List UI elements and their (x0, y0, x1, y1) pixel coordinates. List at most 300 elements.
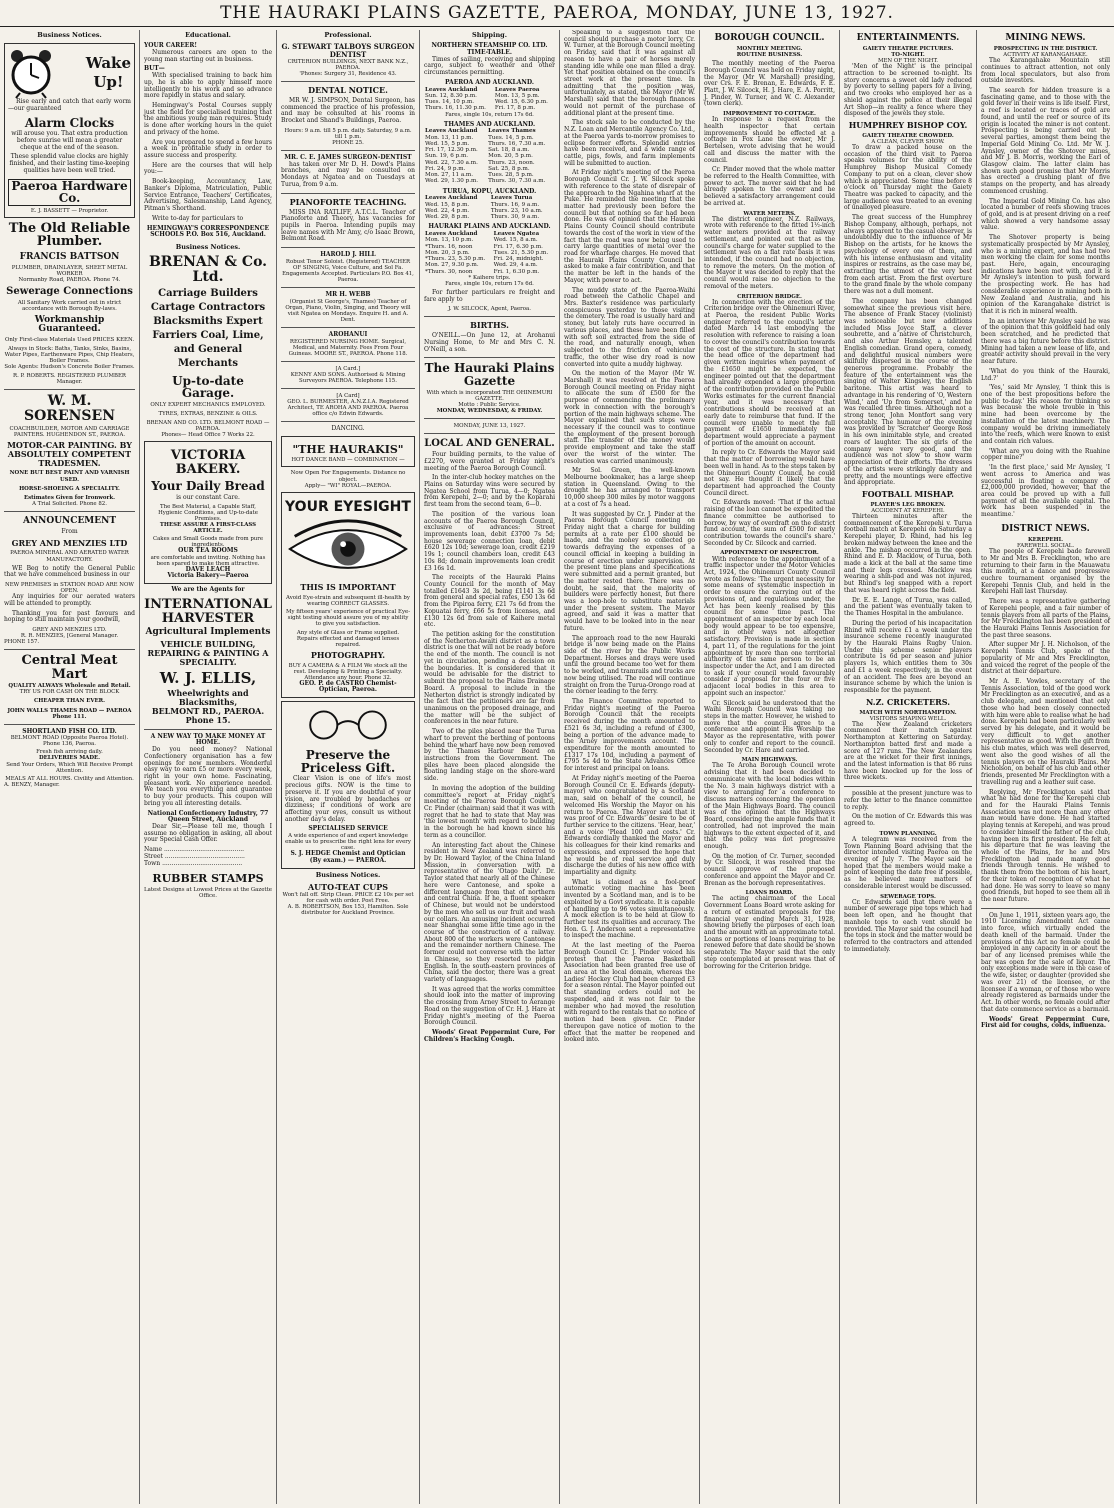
ad-text: HEMINGWAY'S CORRESPONDENCE SCHOOLS P.O. Box 516, Auckland. (146, 224, 270, 239)
column-business-notices (0, 30, 140, 1504)
table-row (424, 178, 555, 184)
ad-text: Send Your Orders, Which Will Receive Prompt Attention. (6, 761, 133, 774)
table-header-cell: Leaves Auckland (425, 231, 478, 238)
section-header: Business Notices. (315, 870, 381, 879)
ad-text: S. J. HEDGE Chemist and Optician (By exam.) — PAEROA. (290, 850, 406, 864)
ad-text: From (61, 527, 78, 535)
ad-text: Robust Tenor Soloist. (Registered) TEACHER OF SINGING, Voice Culture, and Sol Fa. Engagements Accepted. Particulars P.O. Box 41, Paeroa. (282, 258, 414, 284)
ad-text: A Trial Solicited. Phone 82. (32, 500, 107, 507)
ad-text: VEHICLE BUILDING, REPAIRING & PAINTING A SPECIALITY. (147, 639, 269, 668)
sailing-table (424, 128, 555, 184)
table-cell: Thurs. 30, 7.30 a.m. (488, 178, 546, 185)
ad-heading: MOTOR-CAR PAINTING. BY ABSOLUTELY COMPETENT TRADESMEN. (7, 439, 132, 468)
coupon-street-field[interactable]: Street .......................................... (144, 852, 245, 860)
news-paragraph: The New Zealand cricketers commenced their match against Northampton at Kettering on Saturday. Northampton batted first and made a score of 127 runs. The New Zealanders are at the wicket for their first innings, and the latest information is that 86 runs have been knocked up for the loss of three wickets. (844, 720, 972, 782)
news-paragraph: Mr A. E. Vowles, secretary of the Tennis Association, told of the good work Mr Frecklington as an executive, and as a club delegate, and mentioned that only those who had been closely connected with him were able to realise what he had done. Kerepehi had been particularly well served by his delegate, and it would be very difficult to get another representative as good. With the gift from his club mates, which was well deserved, went also the good wishes of all the tennis players on the Hauraki Plains. Mr Nicholson, on behalf of his club and other friends, presented Mr Frecklington with a travelling rug and a leather suit case. (981, 678, 1110, 786)
subheading: TOWN PLANNING. (879, 830, 937, 837)
subheading: IMPROVEMENT TO COTTAGE. (723, 111, 816, 118)
ad-text: Repairs effected and damaged lenses repaired. (296, 635, 400, 648)
news-paragraph: The Finance Committee reported to Friday night's meeting of the Paeroa Borough Council that the receipts received during the month amounted to £521 6s 3d, including a refund of £300, being a portion of the advance made to the Arney improvements account. The expenditure for the month amounted to £1317 17s 10d, including a payment of £795 5s 4d to the State Advances Office for interest and principal on loans. (564, 698, 695, 773)
subheading: PROSPECTING IN THE DISTRICT. (993, 46, 1098, 53)
news-paragraph: A telegram was received from the Town Planning Board advising that the director intended visiting Paeroa on the evening of July 7. The Mayor said he hoped that the members would make a point of keeping the date free if possible, as he believed many matters of considerable interest would be discussed. (844, 835, 972, 890)
section-heading: HUMPHREY BISHOP COY. (848, 119, 968, 130)
table-cell: Fri. 17, 6.30 p.m. (493, 243, 543, 250)
ad-heading: PIANOFORTE TEACHING. (289, 196, 407, 207)
subheading: VISITORS SHAPING WELL. (869, 715, 947, 722)
news-paragraph: An interesting fact about the Chinese resident in New Zealand was referred to by Dr. Howard Taylor, of the China Inland Mission, in conversation with a representative of the 'Otago Daily'. Dr. Taylor stated that nearly all of the Chinese here were Cantonese, and spoke a different language from that of northern and central China. If he, a fluent speaker of Chinese, but would not be understood by the men who sell us our fruit and wash our collars. An amusing incident occurred near Shanghai some little time ago in the course of the construction of a railway. About 800 of the workers were Cantonese and the remainder northern Chinese. The former could not converse with the latter in Chinese, so they resorted to pidgin English. In the south-eastern provinces of China, said the doctor, there was a great variety of languages. (424, 841, 555, 983)
news-paragraph: Mr Sol. Green, the well-known Melbourne bookmaker, has a large sheep station in Queensland. Owing to the drought he has arranged to transport 10,000 sheep 300 miles by motor waggons at a cost of 7s a head. (564, 467, 695, 508)
masthead: THE HAURAKI PLAINS GAZETTE, PAEROA, MONDAY, JUNE 13, 1927. (0, 0, 1114, 27)
subheading: ACCIDENT AT KEREPEHI. (871, 507, 945, 514)
section-heading: MINING NEWS. (1005, 33, 1086, 43)
news-paragraph: Speaking to a suggestion that the council should purchase a motor lorry, Cr. W. Turner, at the Borough Council meeting on Friday, said that it was against all reason to have a pair of horses merely standing idle while one man filled a dray. Yet that position obtained on the council's street work at the present time. In admitting that the position was, unfortunately, as stated, the Mayor (Mr W. Marshall) said that the borough finances would not permit of the purchase of additional plant at the present time. (564, 30, 695, 117)
ad-text: National Confectionery Industry, 77 Queen Street, Auckland (147, 809, 269, 824)
section-heading: FOOTBALL MISHAP. (861, 488, 955, 499)
ad-heading: YOUR CAREER! (144, 42, 198, 50)
ad-text: KENNY AND SONS. Authorised & Mining Surveyors PAEROA. Telephone 115. (290, 371, 406, 384)
news-paragraph: The Shotover property is being systematically prospected by Mr Aynsley, who is a mining expert, and has had two men working the claim for some months past. Here, again, encouraging indications have been met with, and it is Mr Aynsley's intention to push forward the prospecting work. He has had considerable experience in mining both in New Zealand and Australia, and his opinion of the Karangahake district is that it is rich in mineral wealth. (981, 234, 1110, 316)
table-cell: Fri. 24, 9 p.m. (425, 165, 466, 172)
news-paragraph: In response to a request from the health inspector that certain improvements should be effected at a cottage in Fox Lane the owner, Mr J. Bertelsen, wrote advising that he would call and discuss the matter with the council. (704, 116, 835, 164)
ad-text: E. J. BASSETT — Proprietor. (30, 207, 109, 214)
news-paragraph: In moving the adoption of the building committee's report at Friday night's meeting of the Paeroa Borough Council, Cr. Pinder (chairman) said that it was with regret that he had to state that May was 'the lowest month' with regard to building in the borough he had known since his term as a councillor. (424, 784, 555, 839)
ad-text: Normanby Road, PAEROA. Phone 74. (18, 277, 121, 284)
ad-heading: Sewerage Connections (6, 286, 133, 298)
ad-text: Here are the courses that will help you:— (144, 161, 272, 176)
fares-text: Fares, single 10s, return 17s 6d. (445, 280, 534, 287)
subheading: GAIETY THEATRE CROWDED. (862, 132, 954, 139)
ad-text: A. B. ROBERTSON, Box 153, Hamilton. Sole distributor for Auckland Province. (287, 904, 409, 917)
table-cell: Tues. 21, 5.30 p.m. (493, 249, 549, 256)
news-paragraph: There was a representative gathering of Kerepehi people, and a fair number of tennis players from all parts of the Plains, for Mr Frecklington has been president of the Hauraki Plains Tennis Association for the past three seasons. (981, 598, 1110, 639)
ad-text: REGISTERED NURSING HOME. Surgical, Medical, and Maternity. Fees From Four Guineas. MOORE ST., PAEROA. Phone 118. (288, 338, 408, 357)
table-cell: Sat. 25, 8 p.m. (488, 165, 530, 172)
ad-heading: MR H. WEBB (325, 291, 371, 299)
news-paragraph: The Imperial Gold Mining Co. has also located a number of reefs showing traces of gold, and is at present driving on a reef which showed a very handsome assay value. (981, 197, 1110, 232)
news-paragraph: Cr. Pinder moved that the whole matter be referred to the Health Committee, with power to act. The mover said that he had already spoken to the owner and he believed a satisfactory arrangement could be arrived at. (704, 166, 835, 207)
ad-text: HORSE-SHOEING A SPECIALITY. (19, 485, 120, 492)
subheading: GAIETY THEATRE PICTURES. (862, 46, 954, 53)
news-paragraph: The monthly meeting of the Paeroa Borough Council was held on Friday night, the Mayor (Mr W. Marshall) presiding, over Crs. F. E. Brenan, E. Edwards, F. E. Platt, J. W. Silcock, H. J. Hare, E. A. Porritt, J. Pinder, W. Turner, and W. C. Alexander (town clerk). (704, 60, 835, 108)
ad-text: OUR TEA ROOMS (178, 546, 238, 554)
ad-text: These splendid value clocks are highly finished, and their lasting time-keeping qualities have been well tried. (9, 153, 130, 174)
ad-text: GEO. L. BURMESTER, A.N.Z.I.A. Registered Architect, TE AROHA AND PAEROA. Paeroa office c/o Edwin Edwards. (287, 399, 409, 418)
subheading: TO-NIGHT. (891, 52, 925, 59)
ad-text: Apply— "WI" ROYAL—PAEROA. (304, 482, 392, 489)
table-cell: Mon. 13, 5 p.m. (494, 92, 540, 99)
table-cell: *Thurs. 30, noon (425, 268, 473, 275)
table-cell: Sat. 18, 8 a.m. (488, 147, 530, 154)
ad-heading: HAROLD J. HILL (320, 251, 376, 259)
ad-text: For further particulars re freight and fare apply to (424, 288, 555, 303)
subheading: CRITERION BRIDGE. (737, 293, 802, 300)
ad-heading: Up-to-date Garage. (172, 373, 244, 401)
table-cell: Sun. 12, 8.30 p.m. (425, 92, 477, 99)
news-paragraph: Replying, Mr Frecklington said that what he had done for the Kerepehi club and for the Hauraki Plains Tennis Association was not more than any other man would have done. He had started playing tennis at Kerepehi, and was proud to consider himself the father of the club, having been its first president. He felt at his departure that he was leaving the whole of the Plains, for he and Mrs Frecklington had made many good friends through tennis. He wished to thank them from the bottom of his heart, for their token of recognition of what he had done. He was sorry to leave so many good friends, but hoped to see them all in the near future. (981, 788, 1110, 903)
ad-text: Sole Agents: Hudson's Concrete Boiler Frames. (4, 364, 135, 370)
spectacles-icon (285, 705, 411, 745)
ad-text: PAEROA MINERAL AND AERATED WATER MANUFACTORY. (10, 550, 129, 563)
ad-text: MONDAY, WEDNESDAY, & FRIDAY. (436, 407, 543, 414)
column-entertainments (840, 30, 977, 1504)
table-header-cell: Leaves Paeroa (494, 86, 540, 93)
subheading: ACTIVITY AT KARANGAHAKE. (1003, 52, 1088, 59)
ad-text: Book-keeping, Accountancy, Law, Banker's Diploma, Matriculation, Public Service Entrance, Teachers' Certificates, Advertising, Salesmanship, Land Agency, Pitman's Shorthand. (144, 178, 272, 213)
ad-text: Agricultural Implements (145, 627, 271, 638)
ad-text: BUY A CAMERA & A FILM We stock all the rest. Developing & Printing a Specialty. Attendance any hour. Phone 32. (288, 662, 408, 681)
ad-text: With specialised training to back him up, he is able to apply himself more intelligently to his work and so advance more rapidly in status and salary. (144, 72, 272, 100)
news-paragraph: At Friday night's meeting of the Paeroa Borough Council Cr. E. Edwards (deputy-mayor) who congratulated by a Scotland man, said on behalf of the council, he welcomed His Worship the Mayor on his return to Paeroa. The Mayor said that it was proof of Cr. Edwards' desire to be of further service to the citizens. 'Hear, hear,' and a voice 'Plead 100 and costs.' Cr. Edwards cordially thanked the Mayor and his colleagues for their kind remarks and expressions, and expressed the hope that he would be of real service and duly discharge the duties of his new office with impartiality and dignity. (564, 774, 695, 876)
ad-text: MR W. J. SIMPSON, Dental Surgeon, has commenced the practice of his profession, and may be consulted at his rooms in Brocket and Shand's Buildings, Paeroa. (281, 97, 415, 125)
news-paragraph: The great success of the Humphrey Bishop Company, although, perhaps, not always apparent to the casual observer, is undoubtedly due to the influence of Mr Bishop on the artists, for he knows the psychology of every one of them, and with his intense enthusiasm and vitality inspires or restrains, as the case may be, extracting the utmost of the very best from each artist. From the first overture to the grand finale by the whole company there was not a dull moment. (844, 214, 972, 296)
table-cell: Sun. 19, 6 p.m. (425, 153, 469, 160)
ad-heading: "THE HAURAKIS" (292, 442, 404, 456)
ad-heading: W. M. SORENSEN (24, 393, 115, 424)
eye-icon (285, 518, 411, 580)
subheading: MAIN HIGHWAYS. (741, 757, 798, 764)
ad-text: BELMONT RD., PAEROA. Phone 15. (151, 705, 265, 725)
table-cell: Wed. 15, 8 a.m. (493, 237, 538, 244)
paper-nameplate: The Hauraki Plains Gazette (424, 361, 555, 389)
news-paragraph: The position of the various loan accounts of the Paeroa Borough Council, exclusive of advances: Street improvements loan, debit £3700 7s 5d; house sewerage connection loan, debit £620 12s 10d; sewerage loan, credit £219 19s 1; council chambers loan, credit £43 10s 8d; domain improvements loan credit £3 16s 1d. (424, 510, 555, 572)
table-cell: *Thurs. 16, noon (425, 243, 473, 250)
ad-text: Do you need money? National Confectionery organisation has a few openings for new members. Wonderful easy way to earn £5 or more every week, right in your own home. Fascinating, pleasant work. No experience needed. We teach you everything and guarantee to buy your products. This coupon will bring you all interesting details. (144, 746, 272, 807)
section-header: Professional. (324, 31, 372, 39)
table-cell: Mon. 20, 5 p.m. (488, 153, 533, 160)
news-paragraph: On June 1, 1911, sixteen years ago, the 1910 Licensing Amendment Act came into force, which virtually ended the death knell of the barmaid. Under the provisions of this Act no female could be employed in any capacity in or about the bar of any licensed premises while the bar was open for the sale of liquor. The only exceptions made were in the case of the wife, sister, or daughter (provided she was over 21) of the licensee, or the licensee if a woman, or of those who were already registered as barmaids under the Act. In other words, no female could after that date commence service as a barmaid. (981, 911, 1110, 1013)
news-paragraph: Cr. Edwards said that there were a number of sewerage pipe tops which had been left open, and he thought that manhole tops to each vent should be provided. The Mayor said the council had the tops in stock and the matter would be referred to the contractors and attended to immediately. (844, 898, 972, 953)
ad-heading: RUBBER STAMPS (152, 872, 264, 886)
ad-heading: PHOTOGRAPHY. (310, 649, 386, 660)
column-shipping (420, 30, 560, 1504)
ad-text: are comfortable and inviting. Nothing has been spared to make them attractive. (150, 554, 266, 567)
table-cell: Mon. 13, 10 p.m. (425, 237, 474, 244)
news-paragraph: The district engineer, N.Z. Railways, wrote with reference to the fitted 1½-inch water meters provided at the railway settlement, and pointed out that as the council's charge for water supplied to the settlement was on a flat rate basis it was intended, if the council had no objection, to remove the meters. On the motion of the Mayor it was decided to reply that the council would raise no objection to the removal of the meters. (704, 215, 835, 290)
table-cell: Mon. 20, 3 p.m. (425, 249, 470, 256)
route-heading: HAURAKI PLAINS AND AUCKLAND. (428, 223, 551, 231)
eyesight-ad (281, 492, 415, 699)
table-cell: Fri. 17, 12.30 p.m. (425, 147, 478, 154)
news-paragraph: Cr. Silcock said he understood that the Waihi Borough Council was taking no steps in the matter. However, he wished to move that the council agree to a conference and appoint His Worship the Mayor as the representative, with power only to confer and report to the council. Seconded by Cr. Hare and carried. (704, 699, 835, 754)
table-cell: Wed. 29, 1.30 p.m. (425, 178, 479, 185)
news-paragraph: In reply to Cr. Edwards the Mayor said that the matter of borrowing would have been well in hand. As to the steps taken by the Ohinemuri County Council, he could not say. He thought it likely that the department had approached the County Council direct. (704, 449, 835, 497)
ad-heading: Paeroa Hardware Co. (8, 179, 131, 206)
table-cell: Wed. 15, 8 p.m. (425, 201, 470, 208)
ad-heading: G. STEWART TALBOYS SURGEON DENTIST (281, 42, 415, 60)
news-paragraph: Cr. Edwards moved: 'That if the actual raising of the loan cannot be expedited the finance committee be authorised to borrow, by way of overdraft on the district fund account, the sum of £500 for early contribution towards the council's share.' Seconded by Cr. Silcock and carried. (704, 499, 835, 547)
table-cell: Tues. 28, 5 p.m. (488, 172, 534, 179)
route-heading: TURUA, KOPU, AUCKLAND. (442, 187, 537, 195)
table-header-cell: Leaves Ngatea (493, 231, 540, 238)
news-paragraph: The company has been changed somewhat since the previous visit here. The absence of Frank Stacey (violinist) was noticeable but new additions included Miss Joyce Staff, a clever soubrette, and a native of Christchurch, and also Arthur Hemsley, a talented English comedian. Grand opera, comedy, and delightful musical numbers were skilfully dispersed in the course of the generous programme. Probably the feature of the entertainment was the singing of Walter Kingsley, the English baritone. This artist was heard to advantage in his rendering of 'O, Western Wind,' and 'Up from Somerset,' and he was recalled three times. Although not a strong tenor, John Montfort sang very acceptably. The humour of the evening was provided by 'Scratcher' George Ross in his own inimitable style, and created roars of laughter. The six girls of the company were very good, and the audience was not slow to show warm appreciation of their efforts. The dresses of the artists were strikingly dainty and pretty, and the mountings were effective and appropriate. (844, 297, 972, 487)
news-paragraph: After supper Mr J. H. Nicholson, of the Kerepehi Tennis Club, spoke of the popularity of Mr and Mrs Frecklington, and voiced the regret of the people of the district at their departure. (981, 641, 1110, 676)
ad-heading: SHORTLAND FISH CO. LTD. (22, 727, 117, 735)
ad-heading: AROHANUI (328, 330, 368, 338)
column-educational (140, 30, 277, 1504)
ad-heading: DANCING. (331, 425, 365, 433)
table-cell: Mon. 27, 11 a.m. (425, 172, 474, 179)
news-paragraph: At Friday night's meeting of the Paeroa Borough Council Cr. J. W. Silcock spoke with reference to the state of disrepair of the approach to the Ngahina wharf at the Puke. He reminded the meeting that the matter had previously been before the council but that nothing so far had been done. He was of opinion that the Hauraki Plains County Council should contribute towards the cost of the work in view of the fact that the road was now being used to carry large quantities of metal over the road for wharfage charges. He moved that the Hauraki Plains County Council be asked to make a fair contribution, and that the matter be left in the hands of the Mayor, with power to act. (564, 169, 695, 284)
ad-text: 'Phones: Surgery 31, Residence 43. (299, 71, 397, 78)
news-paragraph: The search for hidden treasure is a fascinating game, and to those with the gold fever in their veins is life itself. First, a reef is located or traces of gold are found, and until the reef or source of its origin is located the miner is not content. Prospecting is being carried out by several parties, amongst them being the Imperial Gold Mining Co. Ltd. Mr W. J. Aynsley, owner of the Shotover mines, and Mr J. B. Morris, working the Earl of Glasgow claim. The latter claim has shown such good promise that Mr Morris has erected a crushing plant of five stamps on the property, and has already commenced crushing. (981, 87, 1110, 195)
news-paragraph: To draw a packed house on the occasion of the third visit to Paeroa speaks volumes for the ability of the Humphrey Bishop Musical Comedy Company to put on a clean, clever show which is appreciated. Some time before 8 o'clock on Thursday night the Gaiety Theatre was packed to capacity, and the large audience was treated to an evening of unalloyed pleasure. (844, 144, 972, 212)
route-heading: THAMES AND AUCKLAND. (443, 120, 536, 128)
column-borough-council (700, 30, 840, 1504)
ad-heading: AUTO-TEAT CUPS (307, 881, 389, 892)
ad-text: * Kaihere trips. (468, 274, 511, 281)
ad-text: DELIVERIES MADE. (38, 755, 101, 762)
ad-text: TYRES, EXTRAS, BENZINE & OILS. (158, 410, 258, 417)
ad-heading: MR. C. E. JAMES SURGEON-DENTIST (284, 154, 412, 162)
news-paragraph: The receipts of the Hauraki Plains County Council for the month of May totalled £1643 3s 2d, being £1141 3s 6d from general and special rates, £50 13s 6d from the Pipiroa ferry, £21 7s 6d from the Kopuatai ferry, £66 5s from licenses, and £130 12s 6d from sale of Kaihere metal etc. (424, 574, 555, 629)
sailing-table (424, 231, 555, 275)
news-paragraph: In the inter-club hockey matches on the Plains on Saturday wins were secured by Ngatea School from Turua, 4—0; Ngatea from Kerepehi, 2—0; and by the Koparahi first team from the second team, 6—0. (424, 474, 555, 509)
ad-text: is our constant Care. (176, 493, 240, 501)
ad-text: J. W. SILCOCK, Agent, Paeroa. (448, 306, 531, 313)
ad-text: Write to-day for particulars to (152, 214, 244, 222)
table-cell: Mon. 27, 9.30 p.m. (425, 262, 479, 269)
table-header-cell: Leaves Turua (490, 195, 533, 202)
ad-text: GREY AND MENZIES LTD. (32, 626, 107, 633)
table-header-cell: Leaves Auckland (425, 86, 478, 93)
ad-text: CRITERION BUILDINGS, NEXT BANK N.Z., PAEROA. (287, 58, 409, 71)
table-cell: Wed. 15, 6.30 p.m. (494, 99, 548, 106)
ad-heading: INTERNATIONAL HARVESTER (144, 596, 272, 626)
ad-text: All Sanitary Work carried out in strict accordance with Borough By-laws. (17, 299, 122, 312)
ad-heading: Central Meat Mart (21, 653, 118, 682)
ad-heading: Your Daily Bread (151, 479, 265, 494)
ad-heading: FRANCIS BATTSON (19, 252, 120, 263)
news-paragraph: The people of Kerepehi bade farewell to Mr and Mrs B. Frecklington, who are returning to their farm in the Mauawatu this month, at a dance and progressive euchre tournament organised by the Kerepehi Tennis Club, and held in the Kerepehi Hall last Thursday. (981, 548, 1110, 596)
section-heading: N.Z. CRICKETERS. (865, 696, 950, 707)
ad-heading: NORTHERN STEAMSHIP CO. LTD. (431, 42, 548, 50)
coupon-name-field[interactable]: Name .......................................... (144, 846, 245, 854)
ad-text: CHEAPER THAN EVER. (33, 698, 106, 705)
news-paragraph: The stock sale to be conducted by the N.Z. Loan and Mercantile Agency Co. Ltd., at the Paeroa yards to-morrow promises to eclipse former efforts. Splendid entries have been received, and a wide range of cattle, pigs, fowls, and farm implements will be submitted to auction. (564, 119, 695, 167)
table-cell: Wed. 22, 4 p.m. (425, 207, 470, 214)
table-cell: Mon. 13, 11 p.m. (425, 134, 474, 141)
news-paragraph: Woods' Great Peppermint Cure, First aid for coughs, colds, influenza. (981, 1015, 1110, 1030)
ad-text: PHONE 157. (4, 639, 40, 646)
ad-heading: THIS IS IMPORTANT (300, 582, 396, 593)
ad-text: Numerous careers are open to the young man starting out in business. (144, 48, 272, 63)
table-cell: Fri. 1, 6.30 p.m. (493, 268, 540, 275)
ad-text: MISS INA RATLIFF, A.T.C.L. Teacher of Pianoforte and Theory, has vacancies for pupils in Paeroa. Intending pupils may leave names with Mr Amy, c/o Isaac Brown, Belmont Road. (281, 208, 415, 243)
news-paragraph: 'Yes,' said Mr Aynsley, 'I think this is one of the best propositions before the public to-day.' His reason for thinking so was because the whole trouble in this mine had been overcome by the installation of the latest machinery. The company would be driving immediately into the reefs, which were known to exist and contain rich values. (981, 384, 1110, 445)
news-paragraph: In connection with the erection of the Criterion bridge over the Ohinemuri River, at Paeroa, the resident Public Works engineer referred to the council's letter dated March 14 last embodying the resolution with reference to raising a loan to cover the council's contribution towards the cost of the structure. In stating that the head office of the department had given written inquiries when payment of the £1650 might be expected, the engineer pointed out that the department had already expended a large proportion of the contribution provided on the Public Works estimates for the current financial year, and it was necessary that contributions should be received at an early date to reimburse that fund. If the council were unable to meet the full payment of £1650 immediately the department would appreciate a payment of portion of the amount on account. (704, 298, 835, 447)
ad-heading: TIME-TABLE. (467, 48, 512, 56)
ad-heading: Workmanship Guaranteed. (34, 314, 105, 335)
column-local-news (560, 30, 700, 1504)
table-cell: Thurs. 16, 9 a.m. (490, 201, 540, 208)
ad-text: Rise early and catch that early worm—our guaranteed (8, 98, 131, 112)
news-paragraph: Thirteen minutes after the commencement of the Kerepehi v. Turua football match at Kerepehi on Saturday a Kerepehi player, D. Rhind, had his leg broken midway between the knee and the ankle. The mishap occurred in the open. Rhind and E. D. Macklow, of Turua, both made a kick at the ball at the same time and their legs crossed. Macklow was wearing a shin-pad and was not injured, but Rhind's leg snapped with a report that was heard right across the field. (844, 513, 972, 594)
ad-text: Fresh fish arriving daily. (36, 749, 103, 756)
ad-text: DAVE LEACH (185, 565, 231, 573)
victoria-bakery-ad (144, 441, 272, 584)
table-cell: Wed. 29, 4 a.m. (493, 262, 538, 269)
subheading: SEWERAGE TOPS. (880, 893, 936, 900)
ad-text: Motto : Public Service. (458, 401, 521, 408)
section-header: Business Notices. (175, 242, 241, 251)
news-paragraph: During the period of his incapacitation Rhind will receive £1 a week under the insurance scheme recently inaugurated by the Hauraki Plains Rugby Union. Under this scheme senior players contribute 1s 6d per season and junior players 1s, which entitles them to 30s and £1 a week respectively, in the event of an accident. The fees are beyond an insurance scheme by which the union is responsible for the payment. (844, 619, 972, 694)
table-cell: Thurs. 23, noon. (488, 159, 535, 166)
news-paragraph: In an interview Mr Aynsley said he was of the opinion that this goldfield had only been scratched, and he predicted that there was a big future before this district. Mining had taken a new lease of life, and greater activity should prevail in the very near future. (981, 317, 1110, 366)
news-paragraph: 'What are you doing with the Ruahine copper mine?' (981, 447, 1110, 462)
news-paragraph: possible at the present juncture was to refer the letter to the finance committee to reply. (844, 790, 972, 811)
section-header: Business Notices. (37, 31, 102, 39)
ad-text: TRY US FOR CASH ON THE BLOCK (19, 689, 120, 696)
ad-text: Any inquiries for our aerated waters will be attended to promptly. (4, 593, 135, 607)
table-cell: Thurs. 16, 11.30 p.m. (425, 105, 486, 112)
ad-text: NONE BUT BEST PAINT AND VARNISH USED. (9, 470, 130, 483)
table-header-cell: Leaves Auckland (425, 195, 478, 202)
ad-text: [A Card] (336, 392, 360, 399)
ad-text: Latest Designs at Lowest Prices at the Gazette Office. (144, 886, 272, 899)
subheading: MATCH WITH NORTHAMPTON. (859, 709, 957, 716)
sailing-table (424, 195, 555, 220)
ad-text: Clear Vision is one of life's most precious gifts. NOW is the time to preserve it. If you are doubtful of your vision, are troubled by headaches or dizziness; if conditions of work are affecting your eyes, consult us without another day's delay. (285, 775, 411, 823)
section-header: Shipping. (472, 31, 507, 39)
ad-text: Any style of Glass or Frame supplied. (296, 629, 400, 636)
news-paragraph: The petition asking for the constitution of the Netherton-Awaiti district as a town district is one that will not be ready before the end of the month. The council is not yet in circulation, pending a decision on the boundaries. It is considered that it would be advisable for the district to submit the proposal to the Plains Drainage Board. A proposal to include in the Netherton district is strongly indicated by the fact that the petitioners are far from unanimous on the proposed drainage, and the matter will be the subject of conferences in the near future. (424, 631, 555, 726)
ad-text: Now Open For Engagements. Distance no object. (290, 470, 406, 483)
news-paragraph: With reference to the appointment of a traffic inspector under the Motor Vehicles Act, 1924, the Ohinemuri County Council wrote as follows: 'The urgent necessity for some means of systematic inspection in order to ensure the carrying out of the provisions of, and regulations under, the Act has been keenly realised by this council for some time past. The appointment of an inspector by each local body would appear to be too expensive, and in other ways not altogether satisfactory. Provision is made in section 4, part 11, of the regulations for the joint appointment by more than one territorial authority of the same person to be an inspector under the Act, and I am directed to ask if your council would favourably consider a proposal for the four or five adjacent local bodies in this area to appoint such an inspector.' (704, 555, 835, 697)
news-paragraph: On the motion of the Mayor (Mr W. Marshall) it was resolved at the Paeroa Borough Council meeting on Friday night to allocate the sum of £500 for the purpose of commencing the preliminary work in connection with the borough's portion of the main highways scheme. The Mayor explained that such steps were necessary if the council was to continue the employment of the present borough staff. The transfer of the money would provide employment and take the staff over the worst of the winter. The resolution was carried unanimously. (564, 370, 695, 465)
ad-text: Thanking you for past favours and hoping to still maintain your goodwill, (4, 609, 135, 624)
table-cell: Fri. 17, 8 p.m. (494, 105, 536, 112)
ad-text: Victoria Bakery—Paeroa (167, 572, 249, 580)
news-paragraph: The acting chairman of the Local Government Loans Board wrote asking for a return of estimated proposals for the financial year ending March 31, 1928, showing briefly the purposes of each loan and the amount with an approximate total. Loans or portions of loans requiring to be renewed before that date should be shown separately. The Mayor said that the only step contemplated at present was that of borrowing for the Criterion bridge. (704, 895, 835, 970)
preserve-gift-ad (281, 701, 415, 869)
table-header-cell: Leaves Auckland (425, 128, 478, 135)
news-paragraph: Four building permits, to the value of £2270, were granted at Friday night's meeting of the Paeroa Borough Council. (424, 451, 555, 472)
sailing-table (424, 87, 555, 112)
news-paragraph: On the motion of Cr. Turner, seconded by Cr. Silcock, it was resolved that the council approve of the proposed conference and appoint the Mayor and Cr. Brenan as the borough representatives. (704, 852, 835, 887)
ad-text: We are the Agents for (171, 586, 245, 594)
ad-heading: VICTORIA BAKERY. (170, 448, 246, 477)
table-cell: Wed. 15, 5 p.m. (425, 140, 470, 147)
route-heading: PAEROA AND AUCKLAND. (444, 78, 534, 86)
news-paragraph: Woods' Great Peppermint Cure, For Children's Hacking Cough. (424, 1029, 555, 1043)
ad-heading: YOUR EYESIGHT (285, 498, 411, 515)
ad-text: Times of sailing, receiving and shipping cargo, subject to weather and other circumstances permitting. (424, 55, 555, 77)
ad-text: R. P. ROBERTS. REGISTERED PLUMBER Manager. (13, 373, 126, 386)
table-row (424, 214, 555, 220)
ad-text: SPECIALISED SERVICE (308, 825, 388, 833)
news-paragraph: 'Men of the Night' is the principal attraction to be screened to-night. Its story concerns a sweet old lady reduced by poverty to selling papers for a living, and two crooks who employed her as a shield against the police at their illegal Art Shop—in reality a fence where they disposed of the jewels they stole. (844, 63, 972, 118)
ad-text: Cakes and Small Goods made from pure ingredients. (152, 535, 264, 548)
subheading: MONTHLY MEETING. (736, 46, 803, 53)
subheading: KEREPEHI. (1027, 536, 1064, 543)
table-cell: Thurs. 16, 7.30 a.m. (488, 140, 546, 147)
ad-text: A wide experience of and expert knowledge enable us to prescribe the right lens for every case. (285, 833, 411, 852)
table-cell: Thurs. 23, 10 a.m. (490, 207, 543, 214)
news-paragraph: It was suggested by Cr. J. Pinder at the Paeroa Borough Council meeting on Friday night that a charge for building permits at a rate per £100 should be made, and the money so collected go towards defraying the expenses of a council official in keeping a building in course of erection under supervision. At the present time plans and specifications were submitted and a permit granted, but the matter rested there. There was no doubt, he said, that the majority of builders were perfectly honest, but there was a loop-hole to substitute materials under the present system. The Mayor agreed, and said it was a matter that would have to be looked into in the near future. (564, 510, 695, 632)
ad-text: COACHBUILDER, MOTOR AND CARRIAGE PAINTERS. HUGHENDON ST., PAEROA. (9, 425, 130, 438)
ad-text: Estimates Given for Ironwork. (24, 494, 115, 501)
news-paragraph: The Te Aroha Borough Council wrote advising that it had been decided to communicate with the local bodies within the No. 3 main highways district with a view to arranging for a conference to discuss matters concerning the operation of the Main Highways Board. The council was of the opinion that the Highways Board, considering the ample funds that it controlled, had not improved the main highways to the extent expected of it, and that the policy was not progressive enough. (704, 762, 835, 851)
ad-text: BUT— (144, 65, 165, 73)
news-paragraph: 'What do you think of the Hauraki, Ltd.?' (981, 367, 1110, 382)
ad-text: NEW PREMISES in STATION ROAD ARE NOW OPEN. (5, 581, 134, 595)
fares-text: Fares, single 10s, return 17s 6d. (445, 111, 534, 118)
up-text: Up! (93, 73, 124, 92)
coupon-town-field[interactable]: Town .......................................... (144, 859, 243, 867)
ad-text: QUALITY ALWAYS Wholesale and Retail. (8, 683, 131, 690)
subheading: MEN OF THE NIGHT. (877, 58, 939, 65)
ad-text: HOT DANCE BAND — COMBINATION — (291, 457, 405, 464)
ad-heading: Preserve the Priceless Gift. (300, 748, 396, 775)
news-paragraph: The approach road to the new Hauraki bridge is now being made on the Plains side of the river by the Public Works Department. Horses and drays were used until the ground became too wet for them to be worked, and tramrails and trucks are now being utilised. The road will continue straight on from the Turua-Orongo road at the corner leading to the ferry. (564, 634, 696, 696)
ad-text: Phones— Head Office 7 Works 22. (161, 431, 255, 438)
subheading: WATER METERS. (743, 210, 796, 217)
ad-text: JOHN WALLS THAMES ROAD — PAEROA Phone 111. (7, 707, 132, 720)
ad-heading: W. J. ELLIS, (159, 669, 257, 688)
news-paragraph: On the motion of Cr. Edwards this was agreed to. (844, 813, 972, 828)
column-mining-district (977, 30, 1114, 1504)
ad-heading: BRENAN & Co. Ltd. (148, 254, 268, 285)
ad-text: With which is incorporated THE OHINEMURI GAZETTE. (426, 389, 553, 402)
ad-heading: Alarm Clocks (24, 115, 115, 130)
ad-text: Avoid Eye-strain and subsequent ill-health by wearing CORRECT GLASSES. (286, 595, 410, 608)
news-paragraph: The muddy state of the Paeroa-Waihi road between the Catholic Chapel and Mrs. Baxter's residence was particularly conspicuous yesterday to those visiting the cemetery. The road is usually hard and stoney, but lately ruts have occurred in various places, and these have been filled with soft soil extracted from the side of the road, and naturally enough, when subjected to the friction of vehicular traffic, the other wise dry road is now converted into quite a muddy highway. (564, 286, 695, 368)
ad-text: THESE ASSURE A FIRST-CLASS ARTICLE. (159, 521, 257, 534)
news-paragraph: The Karangahake Mountain still continues to attract attention, not only from local speculators, but also from outside investors. (981, 57, 1110, 85)
ad-text: BELMONT ROAD (Opposite Paeroa Hotel). Phone 136, Paeroa. (10, 735, 129, 748)
news-paragraph: Dr. E. E. Lange, of Turua, was called, and the patient was eventually taken to the Thames Hospital in the ambulance. (844, 596, 972, 618)
ad-text: MEALS AT ALL HOURS. Civility and Attention. (5, 775, 134, 782)
subheading: LOANS BOARD. (745, 890, 794, 897)
news-paragraph: At the last meeting of the Paeroa Borough Council Cr. J. Pinder voiced his protest that the Paeroa Basketball Association had been granted free use of an area at the local domain, whereas the Ladies' Hockey Club had been charged £3 for a season rental. The Mayor pointed out that standing orders could not be suspended, and it was not fair to the member who had moved the resolution with regard to the rentals that no notice of motion had been given. Cr. Pinder thereupon gave notice of motion to the effect that the matter be reopened and looked into. (564, 942, 695, 1044)
subheading: A CLEAN, CLEVER SHOW. (871, 138, 945, 145)
section-heading: DISTRICT NEWS. (1001, 523, 1090, 534)
section-heading: BOROUGH COUNCIL. (714, 33, 825, 43)
ad-text: PLUMBER, DRAINLAYER, SHEET METAL WORKER (11, 265, 128, 278)
table-cell: *Thurs. 23, 5.30 p.m. (425, 256, 486, 263)
ad-text: [A Card.] (335, 365, 361, 372)
table-cell: Thurs. 30, 9 a.m. (490, 214, 540, 221)
table-cell: Tues. 14, 10 p.m. (425, 99, 475, 106)
ad-text: PHONE 25. (332, 139, 364, 146)
table-cell: Wed. 29, 8 p.m. (425, 214, 470, 221)
subheading: FAREWELL SOCIAL. (1016, 543, 1075, 550)
table-header-cell: Leaves Thames (488, 128, 536, 135)
birth-notice: O'NEILL.—On June 12, at Arohanui Nursing Home, to Mr and Mrs C. N. O'Neill, a son. (424, 332, 555, 353)
ad-text: The Best Material, a Capable Staff, Hygienic Conditions, and Up-to-date Premises. (158, 503, 258, 522)
news-paragraph: 'In the first place,' said Mr Aynsley, 'I went across to America and was successful in floating a company of £2,000,000 provided, however, that the area could be proved up with a full payment of all the available capital. The work has been suspended in the meantime.' (981, 464, 1110, 519)
ad-text: R. R. MENZIES, [General Manager. (20, 633, 119, 639)
issue-date: MONDAY, JUNE 13, 1927. (453, 422, 526, 429)
ad-text: has taken over Mr D. H. Dowd's Plains branches, and may be consulted on Mondays at Ngatea and on Tuesdays at Turua, from 9 a.m. (281, 160, 415, 188)
section-heading: LOCAL AND GENERAL. (424, 437, 555, 449)
wake-text: Wake (85, 53, 131, 72)
ad-text: WE Beg to notify the General Public that we have commenced business in our (4, 564, 135, 579)
ad-text: ONLY EXPERT MECHANICS EMPLOYED. (150, 401, 266, 408)
table-cell: Fri. 24, midnight. (493, 256, 544, 263)
ad-text: Dear Sir,—Please tell me, though I assume no obligation in asking, all about your Special Cash Offer. (144, 823, 272, 844)
news-paragraph: Two of the piles placed near the Turua wharf to prevent the berthing of pontoons behind the wharf have now been removed by the Thames Harbour Board on instructions from the Government. The piles have been placed alongside the floating landing stage on the shore-ward side. (424, 728, 555, 783)
ad-text: will arouse you. That extra production before sunrise will mean a greater cheque at the end of the season. (11, 130, 128, 151)
section-header: Educational. (185, 31, 231, 39)
ad-text: A. BENZY, Manager. (4, 781, 60, 788)
section-heading: ENTERTAINMENTS. (856, 33, 960, 43)
ad-text: Only First-class Materials Used PRICES KEEN. (4, 336, 135, 343)
subheading: APPOINTMENT OF INSPECTOR. (720, 550, 819, 557)
ad-text: Are you prepared to spend a few hours a week in profitable study in order to assure success and prosperity. (144, 138, 272, 160)
news-paragraph: It was agreed that the works committee should look into the matter of improving the crossing from Arney Street to Aerange Road on the suggestion of Cr. H. J. Hare at Friday night's meeting of the Paeroa Borough Council. (424, 985, 555, 1027)
ad-text: Wheelwrights and Blacksmiths, (167, 687, 249, 707)
